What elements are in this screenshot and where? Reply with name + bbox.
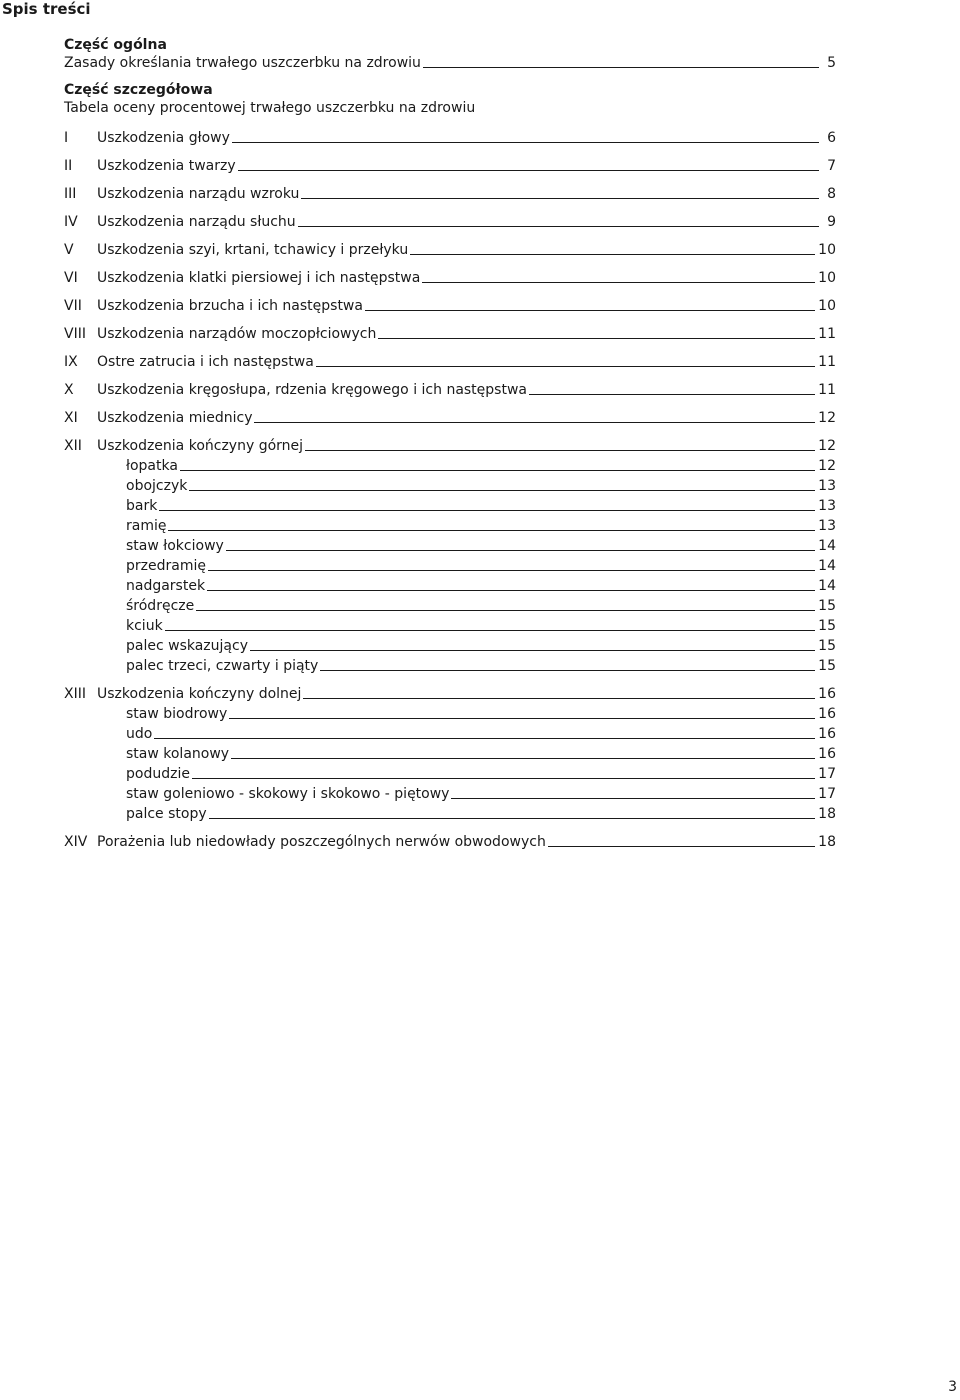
- toc-subentry-row[interactable]: [64, 535, 836, 555]
- toc-subentry-row[interactable]: [64, 495, 836, 515]
- chapter-list: [64, 117, 836, 851]
- chapter-number: XI: [64, 410, 78, 426]
- subentry-page: 17: [818, 786, 836, 802]
- toc-chapter-row[interactable]: [64, 117, 836, 147]
- chapter-number: II: [64, 158, 73, 174]
- chapter-page: 11: [818, 354, 836, 370]
- dot-leader: [529, 394, 815, 395]
- chapter-number: XIII: [64, 686, 86, 702]
- toc-subentry-row[interactable]: [64, 455, 836, 475]
- chapter-page: 11: [818, 382, 836, 398]
- subentry-page: 13: [818, 518, 836, 534]
- detailed-section-subtitle: Tabela oceny procentowej trwałego uszczerbku na zdrowiu: [64, 100, 476, 116]
- subentry-label: bark: [126, 498, 158, 514]
- toc-subentry-row[interactable]: [64, 515, 836, 535]
- dot-leader: [229, 718, 815, 719]
- dot-leader: [165, 630, 815, 631]
- dot-leader: [320, 670, 815, 671]
- toc-chapter-row[interactable]: [64, 371, 836, 399]
- dot-leader: [209, 818, 816, 819]
- dot-leader: [250, 650, 815, 651]
- chapter-label: Uszkodzenia kręgosłupa, rdzenia kręgowego i ich następstwa: [97, 382, 527, 398]
- dot-leader: [303, 698, 815, 699]
- chapter-label: Uszkodzenia narządu wzroku: [97, 186, 300, 202]
- chapter-number: I: [64, 130, 69, 146]
- chapter-page: 12: [818, 438, 836, 454]
- dot-leader: [410, 254, 815, 255]
- chapter-page: 6: [827, 130, 836, 146]
- toc-subentry-row[interactable]: [64, 723, 836, 743]
- toc-subentry-row[interactable]: [64, 655, 836, 675]
- chapter-label: Uszkodzenia narządu słuchu: [97, 214, 296, 230]
- dot-leader: [207, 590, 815, 591]
- toc-subentry-row[interactable]: [64, 635, 836, 655]
- dot-leader: [180, 470, 815, 471]
- dot-leader: [365, 310, 815, 311]
- dot-leader: [298, 226, 819, 227]
- chapter-page: 10: [818, 298, 836, 314]
- subentry-page: 15: [818, 618, 836, 634]
- subentry-page: 13: [818, 478, 836, 494]
- toc-chapter-row[interactable]: [64, 259, 836, 287]
- subentry-label: udo: [126, 726, 153, 742]
- chapter-number: IX: [64, 354, 78, 370]
- toc-chapter-row[interactable]: [64, 343, 836, 371]
- dot-leader: [305, 450, 815, 451]
- dot-leader: [208, 570, 815, 571]
- dot-leader: [238, 170, 819, 171]
- page-title: Spis treści: [2, 0, 91, 18]
- subentry-label: kciuk: [126, 618, 163, 634]
- chapter-label: Uszkodzenia narządów moczopłciowych: [97, 326, 377, 342]
- chapter-number: X: [64, 382, 74, 398]
- toc-chapter-row[interactable]: [64, 147, 836, 175]
- chapter-page: 8: [827, 186, 836, 202]
- toc-subentry-row[interactable]: [64, 783, 836, 803]
- subentry-page: 15: [818, 658, 836, 674]
- subentry-label: przedramię: [126, 558, 206, 574]
- toc-subentry-row[interactable]: [64, 475, 836, 495]
- toc-chapter-row[interactable]: [64, 203, 836, 231]
- chapter-label: Uszkodzenia szyi, krtani, tchawicy i przełyku: [97, 242, 409, 258]
- dot-leader: [168, 530, 815, 531]
- chapter-number: XII: [64, 438, 82, 454]
- toc-chapter-row[interactable]: [64, 427, 836, 455]
- chapter-page: 18: [818, 834, 836, 850]
- dot-leader: [192, 778, 815, 779]
- chapter-label: Porażenia lub niedowłady poszczególnych nerwów obwodowych: [97, 834, 546, 850]
- toc-chapter-row[interactable]: [64, 287, 836, 315]
- dot-leader: [196, 610, 815, 611]
- toc-chapter-row[interactable]: [64, 175, 836, 203]
- toc-chapter-row[interactable]: [64, 399, 836, 427]
- dot-leader: [451, 798, 815, 799]
- dot-leader: [232, 142, 819, 143]
- subentry-label: łopatka: [126, 458, 178, 474]
- subentry-label: staw biodrowy: [126, 706, 228, 722]
- subentry-label: staw kolanowy: [126, 746, 230, 762]
- chapter-label: Uszkodzenia głowy: [97, 130, 230, 146]
- subentry-label: obojczyk: [126, 478, 188, 494]
- general-section-title: Część ogólna: [64, 37, 167, 53]
- chapter-number: VIII: [64, 326, 86, 342]
- toc-chapter-row[interactable]: [64, 823, 836, 851]
- toc-subentry-row[interactable]: [64, 615, 836, 635]
- subentry-label: staw łokciowy: [126, 538, 224, 554]
- chapter-number: IV: [64, 214, 78, 230]
- subentry-label: palec trzeci, czwarty i piąty: [126, 658, 319, 674]
- subentry-page: 15: [818, 598, 836, 614]
- subentry-label: palec wskazujący: [126, 638, 248, 654]
- toc-subentry-row[interactable]: [64, 555, 836, 575]
- chapter-label: Uszkodzenia kończyny dolnej: [97, 686, 302, 702]
- dot-leader: [548, 846, 815, 847]
- subentry-page: 15: [818, 638, 836, 654]
- chapter-label: Uszkodzenia kończyny górnej: [97, 438, 304, 454]
- toc-subentry-row[interactable]: [64, 575, 836, 595]
- chapter-label: Uszkodzenia brzucha i ich następstwa: [97, 298, 363, 314]
- subentry-label: staw goleniowo - skokowy i skokowo - piętowy: [126, 786, 450, 802]
- toc-subentry-row[interactable]: [64, 595, 836, 615]
- subentry-page: 17: [818, 766, 836, 782]
- toc-entry-general[interactable]: [64, 54, 836, 72]
- chapter-label: Ostre zatrucia i ich następstwa: [97, 354, 314, 370]
- toc-subentry-row[interactable]: [64, 743, 836, 763]
- dot-leader: [189, 490, 815, 491]
- toc-subentry-row[interactable]: [64, 803, 836, 823]
- subentry-label: palce stopy: [126, 806, 207, 822]
- subentry-label: śródręcze: [126, 598, 195, 614]
- chapter-number: V: [64, 242, 74, 258]
- dot-leader: [254, 422, 815, 423]
- chapter-label: Uszkodzenia klatki piersiowej i ich następstwa: [97, 270, 421, 286]
- chapter-page: 12: [818, 410, 836, 426]
- toc-subentry-row[interactable]: [64, 763, 836, 783]
- toc-entry-label: Zasady określania trwałego uszczerbku na zdrowiu: [64, 55, 421, 71]
- chapter-label: Uszkodzenia miednicy: [97, 410, 253, 426]
- subentry-page: 16: [818, 746, 836, 762]
- chapter-page: 10: [818, 242, 836, 258]
- toc-chapter-row[interactable]: [64, 675, 836, 703]
- subentry-page: 18: [818, 806, 836, 822]
- subentry-page: 16: [818, 726, 836, 742]
- toc-subentry-row[interactable]: [64, 703, 836, 723]
- dot-leader: [301, 198, 819, 199]
- chapter-page: 11: [818, 326, 836, 342]
- chapter-number: VII: [64, 298, 82, 314]
- subentry-label: ramię: [126, 518, 167, 534]
- dot-leader: [378, 338, 815, 339]
- chapter-page: 16: [818, 686, 836, 702]
- detailed-section-title: Część szczegółowa: [64, 82, 213, 98]
- toc-chapter-row[interactable]: [64, 315, 836, 343]
- subentry-page: 14: [818, 558, 836, 574]
- subentry-label: nadgarstek: [126, 578, 206, 594]
- subentry-page: 16: [818, 706, 836, 722]
- dot-leader: [154, 738, 815, 739]
- toc-chapter-row[interactable]: [64, 231, 836, 259]
- subentry-page: 12: [818, 458, 836, 474]
- page-number: 3: [948, 1379, 957, 1395]
- subentry-page: 14: [818, 578, 836, 594]
- chapter-page: 10: [818, 270, 836, 286]
- dot-leader: [159, 510, 815, 511]
- chapter-number: III: [64, 186, 77, 202]
- chapter-number: VI: [64, 270, 78, 286]
- dot-leader: [422, 282, 815, 283]
- chapter-page: 9: [827, 214, 836, 230]
- subentry-page: 14: [818, 538, 836, 554]
- dot-leader: [316, 366, 815, 367]
- toc-entry-page: 5: [827, 55, 836, 71]
- chapter-label: Uszkodzenia twarzy: [97, 158, 236, 174]
- subentry-label: podudzie: [126, 766, 190, 782]
- dot-leader: [231, 758, 815, 759]
- subentry-page: 13: [818, 498, 836, 514]
- dot-leader: [226, 550, 815, 551]
- chapter-number: XIV: [64, 834, 88, 850]
- table-of-contents: [64, 37, 836, 851]
- chapter-page: 7: [827, 158, 836, 174]
- dot-leader: [423, 67, 819, 68]
